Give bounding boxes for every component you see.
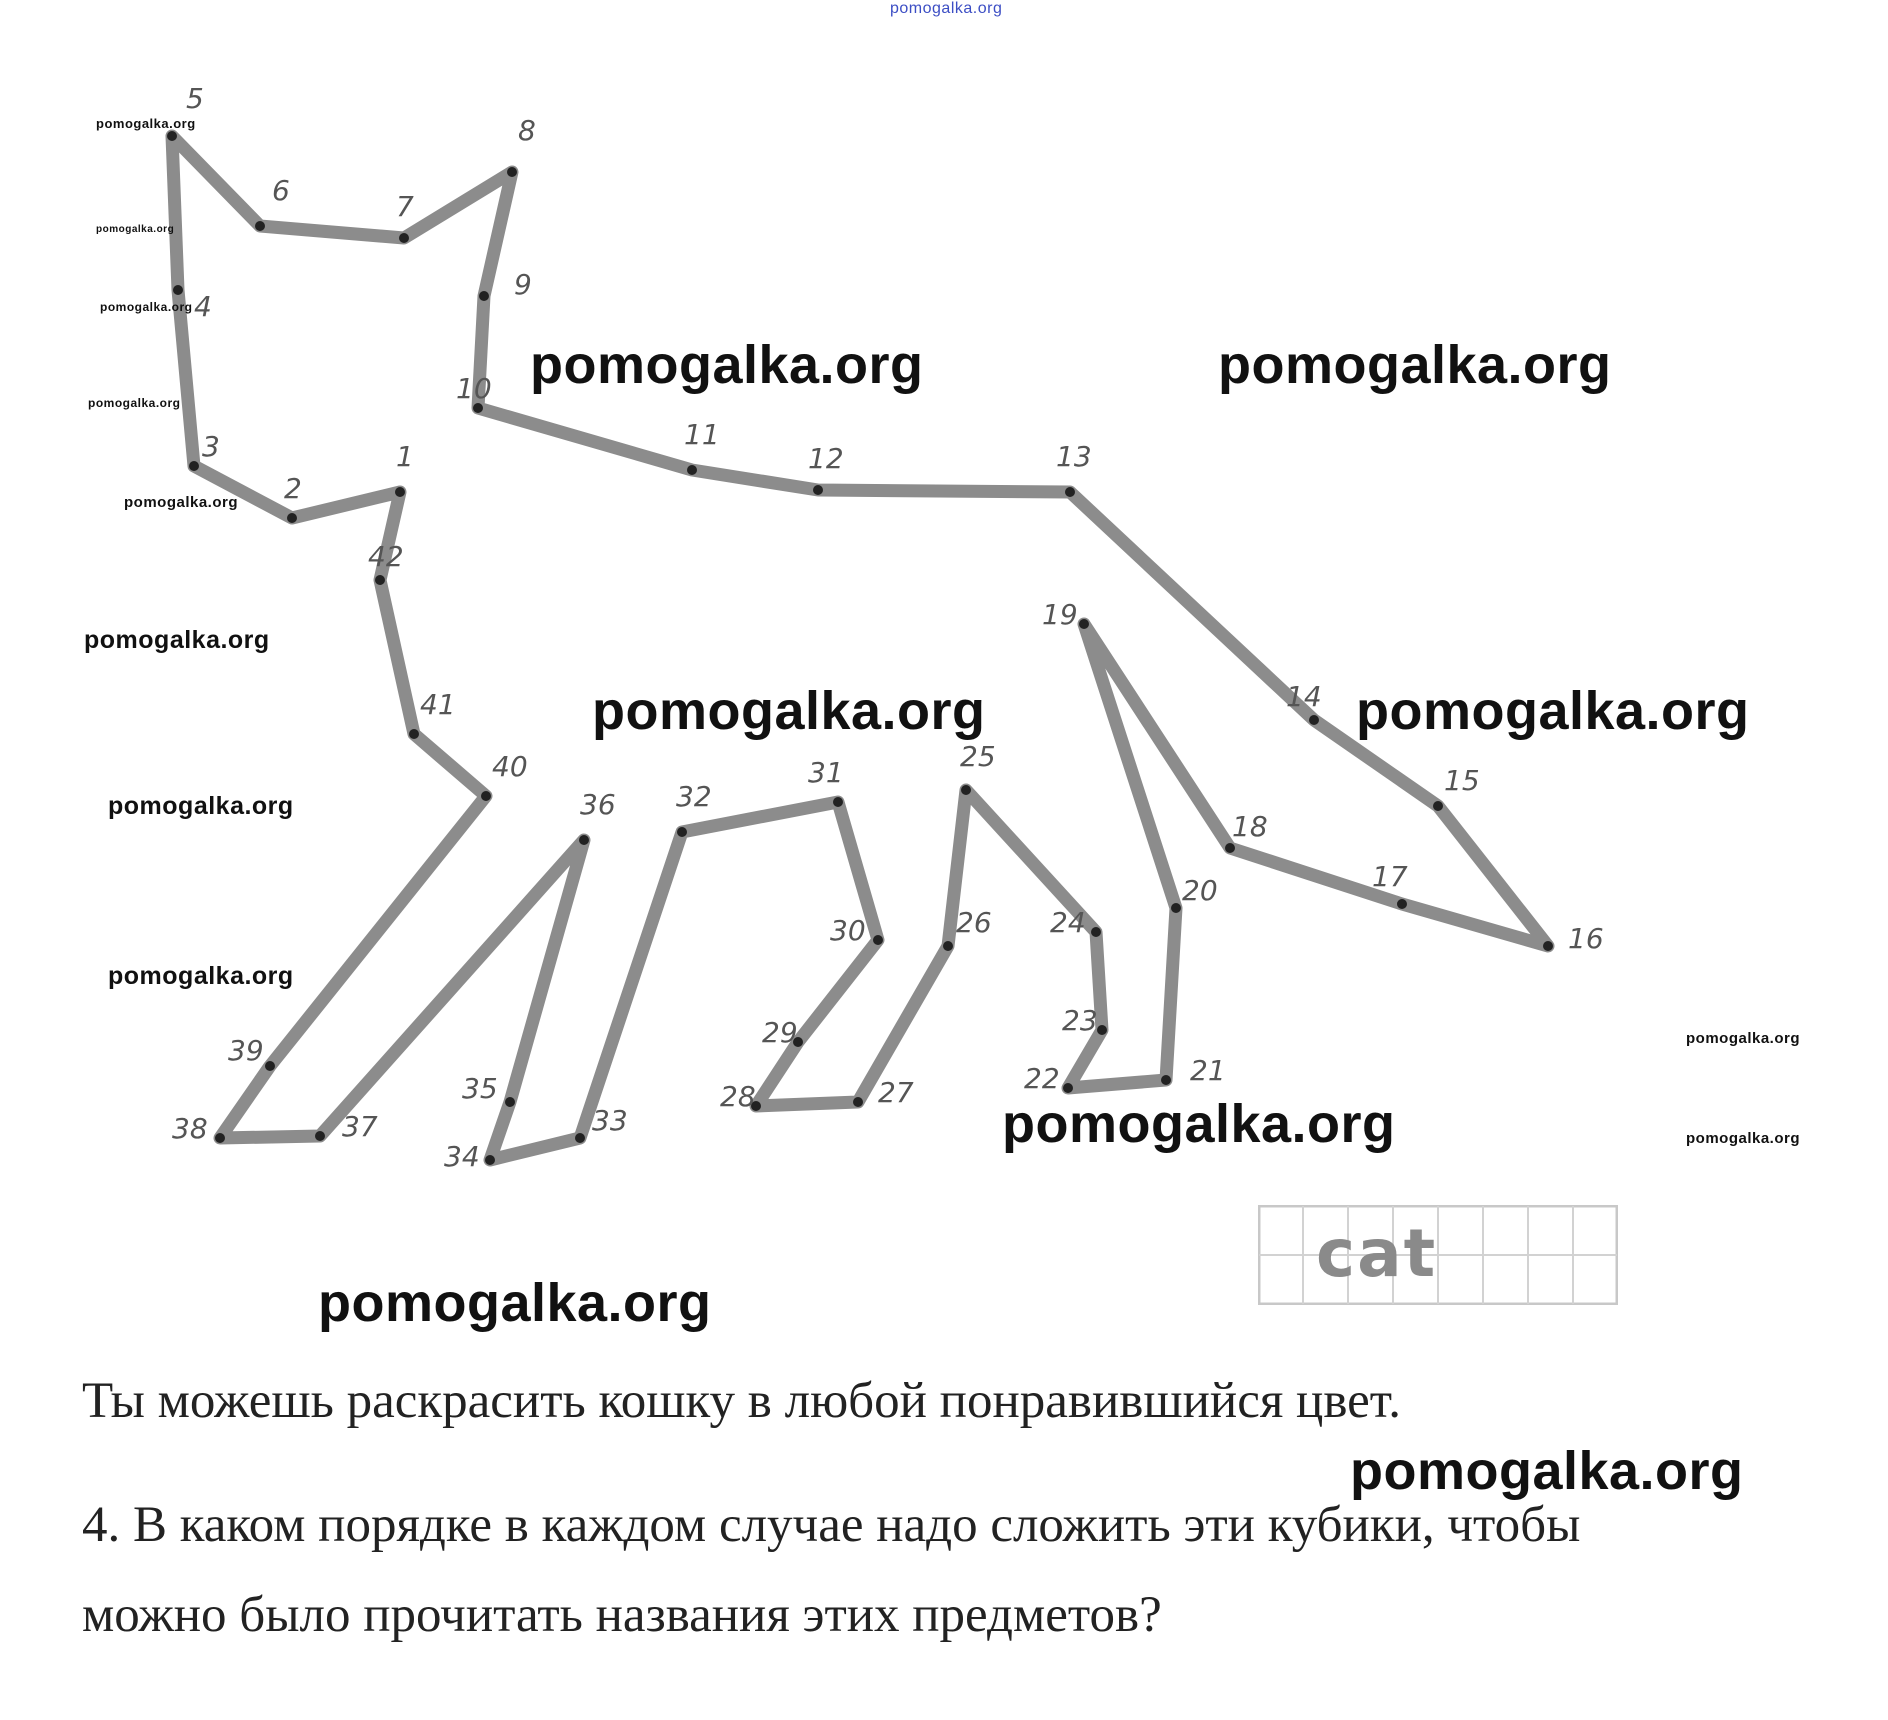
- cat-dot: [1309, 715, 1319, 725]
- cat-point-label: 18: [1232, 810, 1268, 843]
- cat-dot: [167, 131, 177, 141]
- watermark: pomogalka.org: [88, 396, 181, 410]
- cat-dot: [479, 291, 489, 301]
- cat-outline-path: [172, 136, 1548, 1160]
- cat-dot: [287, 513, 297, 523]
- cat-point-label: 20: [1182, 874, 1218, 907]
- cat-point-label: 28: [720, 1080, 756, 1113]
- cat-point-label: 2: [284, 472, 302, 505]
- watermark: pomogalka.org: [108, 962, 294, 990]
- cat-point-label: 40: [492, 750, 528, 783]
- cat-dot: [265, 1061, 275, 1071]
- cat-dot: [687, 465, 697, 475]
- cat-dot: [1161, 1075, 1171, 1085]
- cat-dot: [873, 935, 883, 945]
- task-4-line-2: можно было прочитать названия этих предметов?: [82, 1587, 1162, 1643]
- cat-dots: [167, 131, 1553, 1165]
- watermark: pomogalka.org: [1686, 1030, 1801, 1047]
- watermark: pomogalka.org: [530, 335, 924, 395]
- cat-dot: [1097, 1025, 1107, 1035]
- watermark: pomogalka.org: [1002, 1094, 1396, 1154]
- watermark: pomogalka.org: [108, 792, 294, 820]
- answer-grid: [1258, 1205, 1618, 1305]
- watermark: pomogalka.org: [1218, 335, 1612, 395]
- cat-point-label: 7: [396, 190, 414, 223]
- cat-point-label: 38: [172, 1112, 208, 1145]
- cat-outline-lines: [172, 136, 1548, 1160]
- cat-dot: [961, 785, 971, 795]
- cat-dot: [1171, 903, 1181, 913]
- cat-point-label: 26: [956, 906, 992, 939]
- watermark-top: pomogalka.org: [890, 0, 1003, 17]
- cat-point-label: 19: [1042, 598, 1078, 631]
- answer-word: cat: [1316, 1215, 1438, 1292]
- cat-dot: [575, 1133, 585, 1143]
- cat-point-label: 37: [342, 1110, 378, 1143]
- cat-point-label: 25: [960, 740, 996, 773]
- cat-dot: [315, 1131, 325, 1141]
- watermark: pomogalka.org: [96, 224, 175, 235]
- cat-point-label: 34: [444, 1140, 480, 1173]
- answer-grid-lines: [1258, 1205, 1618, 1305]
- instruction-color-cat: Ты можешь раскрасить кошку в любой понравившийся цвет.: [82, 1373, 1401, 1429]
- cat-dot: [943, 941, 953, 951]
- cat-point-label: 5: [186, 82, 204, 115]
- cat-point-label: 6: [272, 174, 290, 207]
- cat-dot: [399, 233, 409, 243]
- cat-point-label: 4: [194, 290, 212, 323]
- cat-dot: [1543, 941, 1553, 951]
- cat-dot: [395, 487, 405, 497]
- cat-point-label: 27: [878, 1076, 914, 1109]
- watermark: pomogalka.org: [100, 300, 193, 314]
- cat-point-label: 23: [1062, 1004, 1098, 1037]
- cat-dot: [853, 1097, 863, 1107]
- cat-point-label: 35: [462, 1072, 498, 1105]
- watermark: pomogalka.org: [84, 626, 270, 654]
- cat-point-label: 15: [1444, 764, 1480, 797]
- cat-point-label: 32: [676, 780, 712, 813]
- cat-dot: [833, 797, 843, 807]
- watermark: pomogalka.org: [1350, 1441, 1744, 1501]
- cat-dot: [1397, 899, 1407, 909]
- cat-dot: [1079, 619, 1089, 629]
- task-4-line-1: 4. В каком порядке в каждом случае надо сложить эти кубики, чтобы: [82, 1497, 1581, 1553]
- watermark: pomogalka.org: [1686, 1130, 1801, 1147]
- cat-point-label: 29: [762, 1016, 798, 1049]
- cat-dot: [485, 1155, 495, 1165]
- cat-dot: [677, 827, 687, 837]
- cat-dot: [481, 791, 491, 801]
- cat-dot: [1225, 843, 1235, 853]
- cat-point-label: 1: [396, 440, 414, 473]
- cat-point-label: 36: [580, 788, 616, 821]
- cat-point-label: 22: [1024, 1062, 1060, 1095]
- cat-dot: [189, 461, 199, 471]
- cat-point-label: 12: [808, 442, 844, 475]
- cat-point-label: 21: [1190, 1054, 1226, 1087]
- watermark: pomogalka.org: [124, 494, 239, 511]
- cat-point-label: 3: [202, 430, 220, 463]
- watermark: pomogalka.org: [592, 681, 986, 741]
- cat-point-label: 14: [1286, 680, 1322, 713]
- cat-dot: [1433, 801, 1443, 811]
- cat-point-label: 33: [592, 1104, 628, 1137]
- cat-dot: [1063, 1083, 1073, 1093]
- cat-point-label: 39: [228, 1034, 264, 1067]
- cat-dot: [409, 729, 419, 739]
- cat-dot: [375, 575, 385, 585]
- cat-point-label: 8: [518, 114, 536, 147]
- cat-dot: [579, 835, 589, 845]
- watermark: pomogalka.org: [1356, 681, 1750, 741]
- cat-point-label: 17: [1372, 860, 1408, 893]
- cat-dot: [255, 221, 265, 231]
- cat-point-label: 11: [684, 418, 720, 451]
- cat-dot: [507, 167, 517, 177]
- cat-point-label: 30: [830, 914, 866, 947]
- cat-dot: [1091, 927, 1101, 937]
- cat-dot: [215, 1133, 225, 1143]
- cat-dot: [813, 485, 823, 495]
- cat-point-label: 31: [808, 756, 844, 789]
- cat-dot: [1065, 487, 1075, 497]
- cat-point-label: 41: [420, 688, 456, 721]
- watermark: pomogalka.org: [96, 116, 196, 131]
- cat-point-label: 10: [456, 372, 492, 405]
- cat-point-label: 42: [368, 540, 404, 573]
- cat-dot: [505, 1097, 515, 1107]
- cat-point-label: 9: [514, 268, 532, 301]
- cat-point-label: 13: [1056, 440, 1092, 473]
- cat-dot: [173, 285, 183, 295]
- watermark: pomogalka.org: [318, 1273, 712, 1333]
- cat-point-label: 16: [1568, 922, 1604, 955]
- cat-point-label: 24: [1050, 906, 1086, 939]
